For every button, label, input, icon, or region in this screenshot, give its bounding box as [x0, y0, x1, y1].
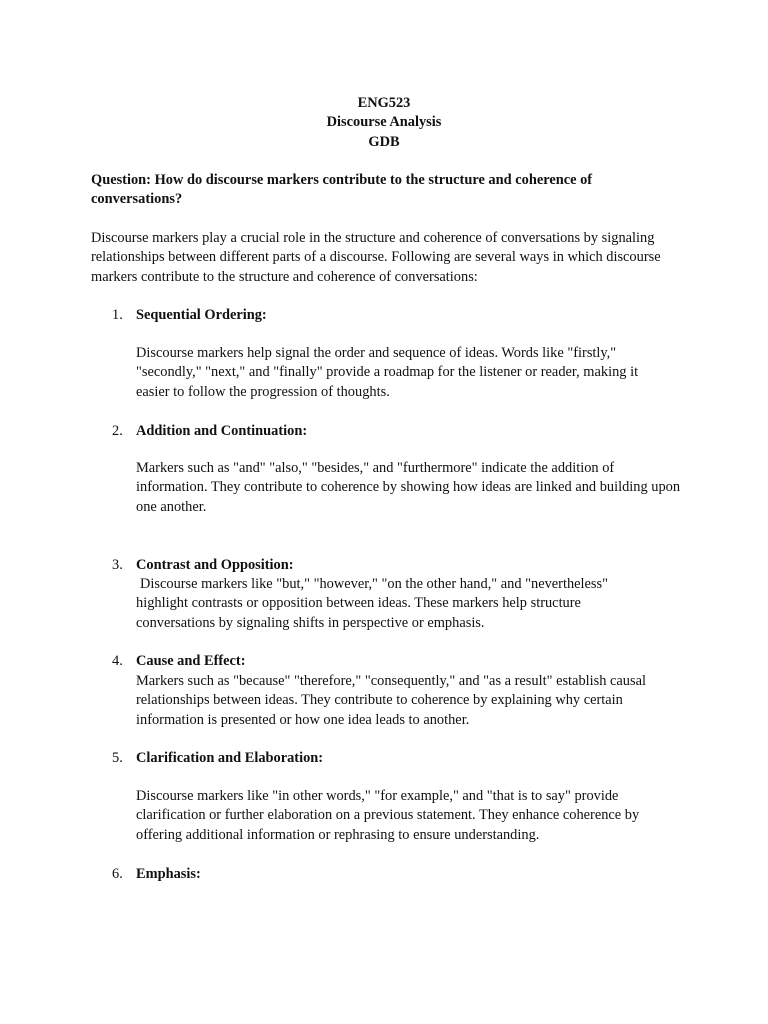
list-item-body: Discourse markers like "in other words," "for example," and "that is to say" provide clarification or further elaboration on a previous statement. They enhance coherence by offering additional information or rephrasing to ensure understanding. — [136, 788, 640, 843]
list-item-title: Contrast and Opposition: — [136, 557, 294, 573]
course-code: ENG523 — [357, 95, 411, 111]
document-header — [0, 94, 768, 152]
list-item-number: 1. — [112, 307, 123, 323]
course-name: Discourse Analysis — [326, 114, 442, 131]
list-item-number: 6. — [112, 866, 123, 882]
intro-paragraph: Discourse markers play a crucial role in the structure and coherence of conversations by signaling relationships between different parts of a discourse. Following are several ways in which discourse markers contribute to the structure and coherence of conversations: — [91, 230, 661, 285]
list-item-heading — [112, 865, 712, 884]
list-item-heading — [112, 749, 712, 768]
list-item-title: Addition and Continuation: — [136, 423, 308, 439]
list-item-title: Cause and Effect: — [136, 653, 246, 669]
list-item-title: Sequential Ordering: — [136, 307, 267, 323]
list-item-heading — [112, 556, 712, 575]
list-item-heading — [112, 652, 712, 671]
list-item-body: Discourse markers like "but," "however," "on the other hand," and "nevertheless" highlight contrasts or opposition between ideas. These markers help structure conversations by signaling shifts in perspective or emphasis. — [136, 576, 609, 631]
question-text: Question: How do discourse markers contribute to the structure and coherence of conversations? — [91, 172, 593, 208]
list-item-number: 5. — [112, 750, 123, 766]
assignment-label: GDB — [368, 133, 400, 150]
list-item-title: Emphasis: — [136, 866, 201, 882]
list-item-body: Discourse markers help signal the order and sequence of ideas. Words like "firstly," "secondly," "next," and "finally" provide a roadmap for the listener or reader, making it easier to follow the progression of thoughts. — [136, 345, 639, 400]
list-item-title: Clarification and Elaboration: — [136, 750, 324, 766]
list-item-body: Markers such as "and" "also," "besides," and "furthermore" indicate the addition of information. They contribute to coherence by showing how ideas are linked and building upon one another. — [136, 460, 681, 515]
list-item-heading — [112, 306, 712, 325]
list-item-heading — [112, 422, 712, 441]
list-item-number: 3. — [112, 557, 123, 573]
list-item-number: 4. — [112, 653, 123, 669]
list-item-number: 2. — [112, 423, 123, 439]
list-item-body: Markers such as "because" "therefore," "consequently," and "as a result" establish causal relationships between ideas. They contribute to coherence by explaining why certain information is presented or how one idea leads to another. — [136, 673, 646, 728]
